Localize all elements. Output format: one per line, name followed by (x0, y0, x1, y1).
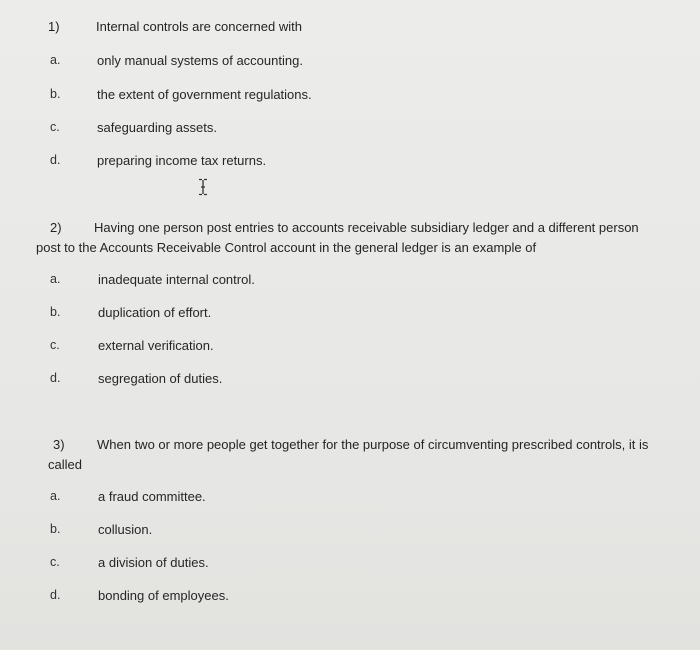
question-text: Internal controls are concerned with (96, 19, 302, 34)
question-number: 1) (48, 19, 60, 34)
option-letter: a. (50, 489, 61, 503)
question-2 (36, 218, 666, 258)
option-text[interactable]: a fraud committee. (98, 489, 206, 504)
option-letter: c. (50, 120, 60, 134)
option-letter: b. (50, 305, 61, 319)
question-2-stem (36, 218, 666, 258)
option-text[interactable]: only manual systems of accounting. (97, 53, 303, 68)
option-letter: c. (50, 555, 60, 569)
question-3-stem (48, 435, 668, 475)
option-letter: d. (50, 153, 61, 167)
option-text[interactable]: inadequate internal control. (98, 272, 255, 287)
option-text[interactable]: the extent of government regulations. (97, 87, 312, 102)
option-letter: b. (50, 87, 61, 101)
option-letter: c. (50, 338, 60, 352)
option-letter: a. (50, 272, 61, 286)
option-text[interactable]: collusion. (98, 522, 153, 537)
question-number: 2) (50, 220, 62, 235)
question-text: When two or more people get together for the purpose of circumventing prescribed controls, it is called (48, 437, 649, 472)
question-number: 3) (53, 437, 65, 452)
question-text: Having one person post entries to accounts receivable subsidiary ledger and a different person post to the Accounts Receivable Control account in the general ledger is an example of (36, 220, 639, 255)
option-text[interactable]: bonding of employees. (98, 588, 229, 603)
text-cursor-icon (197, 178, 209, 196)
option-letter: b. (50, 522, 61, 536)
question-3 (48, 435, 668, 475)
option-text[interactable]: safeguarding assets. (97, 120, 217, 135)
option-text[interactable]: duplication of effort. (98, 305, 212, 320)
option-letter: d. (50, 371, 61, 385)
option-text[interactable]: external verification. (98, 338, 214, 353)
option-text[interactable]: preparing income tax returns. (97, 153, 267, 168)
option-letter: d. (50, 588, 61, 602)
option-letter: a. (50, 53, 61, 67)
option-text[interactable]: segregation of duties. (98, 371, 223, 386)
option-text[interactable]: a division of duties. (98, 555, 209, 570)
